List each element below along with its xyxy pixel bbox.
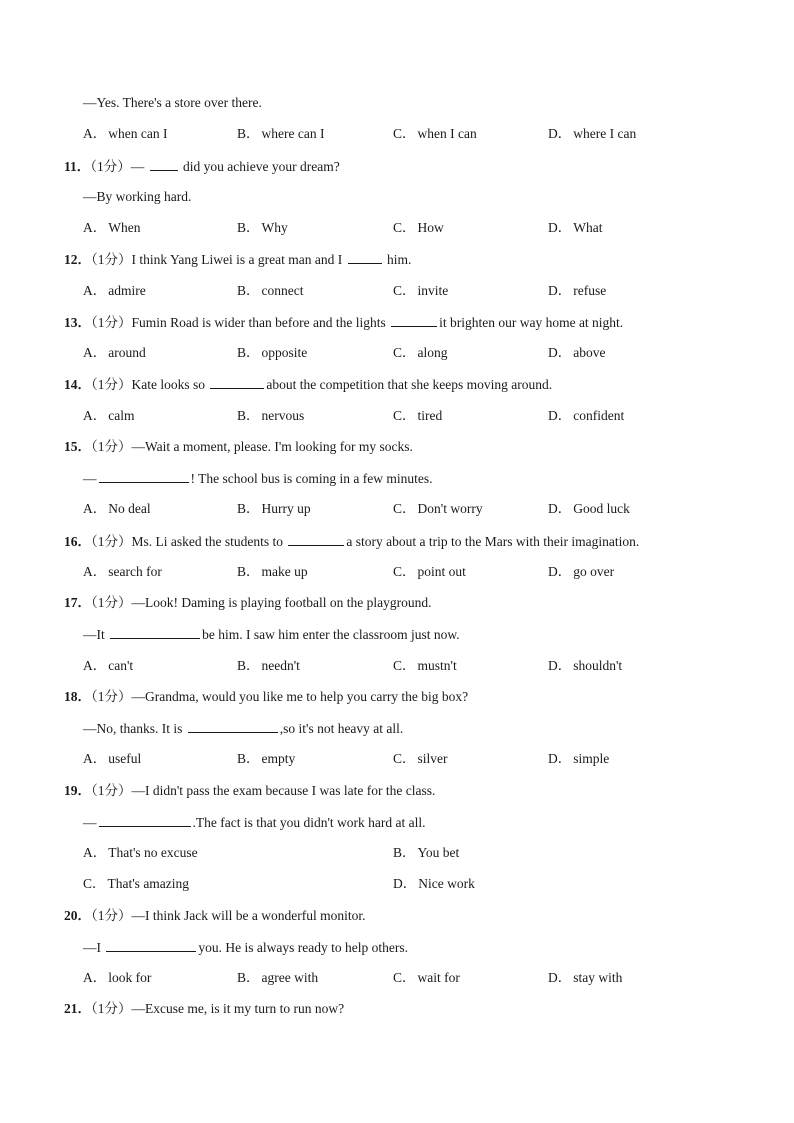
answer-blank	[348, 249, 382, 264]
reply-text: —Yes. There's a store over there.	[83, 95, 262, 110]
question-number: 13．	[64, 314, 91, 330]
question-text: I think Yang Liwei is a great man and I	[131, 252, 346, 268]
question-score: （1分）	[91, 438, 132, 454]
option-b	[237, 218, 288, 238]
answer-blank	[110, 624, 200, 639]
answer-blank	[150, 156, 178, 171]
option-b	[237, 343, 307, 363]
question-text: Ms. Li asked the students to	[131, 533, 287, 549]
option-letter: B．	[237, 751, 260, 767]
option-d	[548, 124, 636, 144]
options-row	[0, 562, 794, 582]
reply-text: —By working hard.	[83, 188, 192, 204]
reply-text: —	[83, 814, 97, 830]
option-letter: D．	[548, 563, 572, 579]
option-text: Hurry up	[261, 501, 311, 517]
question-score: （1分）	[91, 314, 132, 330]
option-text: can't	[108, 657, 134, 673]
option-letter: C．	[83, 876, 106, 892]
option-letter: C．	[393, 282, 416, 298]
question-stem	[0, 249, 794, 269]
question-text: about the competition that she keeps moving around.	[266, 377, 553, 393]
option-letter: B．	[237, 563, 260, 579]
option-text: go over	[573, 563, 615, 579]
option-c	[393, 406, 442, 426]
option-letter: A．	[83, 970, 107, 985]
question-stem	[0, 437, 794, 457]
option-text: needn't	[261, 657, 300, 673]
question-number: 21．	[64, 1001, 91, 1017]
option-b	[237, 499, 311, 519]
option-letter: B．	[237, 220, 260, 235]
reply-text: —No, thanks. It is	[83, 721, 186, 736]
option-letter: A．	[83, 657, 107, 673]
reply-text: be him. I saw him enter the classroom just now.	[202, 627, 460, 643]
options-row	[0, 749, 794, 769]
question-text: —Look! Daming is playing football on the playground.	[131, 595, 432, 610]
dialogue-reply	[0, 468, 794, 488]
question-score: （1分）	[90, 158, 131, 174]
option-letter: D．	[548, 345, 572, 360]
option-c	[393, 218, 444, 238]
option-a	[83, 124, 167, 144]
option-letter: A．	[83, 845, 107, 860]
question-text: —Excuse me, is it my turn to run now?	[131, 1001, 345, 1017]
question-stem	[0, 531, 794, 551]
option-text: wait for	[417, 970, 460, 985]
option-c	[393, 343, 448, 363]
option-b	[237, 406, 304, 426]
option-letter: A．	[83, 407, 107, 423]
option-c	[83, 874, 189, 894]
question-text: —Wait a moment, please. I'm looking for my socks.	[131, 438, 413, 454]
option-a	[83, 406, 135, 426]
question-text: him.	[383, 252, 412, 268]
option-a	[83, 656, 133, 676]
option-d	[548, 499, 630, 519]
option-text: shouldn't	[573, 657, 623, 673]
option-text: How	[417, 220, 444, 235]
option-d	[548, 281, 606, 301]
option-d	[548, 562, 614, 582]
option-b	[237, 656, 300, 676]
question-number: 14．	[64, 377, 91, 393]
option-c	[393, 124, 477, 144]
question-text: a story about a trip to the Mars with their imagination.	[346, 533, 640, 549]
option-b	[237, 124, 324, 144]
question-score: （1分）	[91, 533, 132, 549]
option-text: calm	[108, 407, 135, 423]
option-text: No deal	[108, 501, 151, 517]
option-c	[393, 968, 460, 988]
options-row	[0, 968, 794, 988]
dialogue-reply	[0, 624, 794, 644]
option-letter: A．	[83, 126, 107, 142]
options-row	[0, 218, 794, 238]
option-letter: A．	[83, 282, 107, 298]
option-d	[548, 406, 624, 426]
question-stem	[0, 156, 794, 176]
option-text: refuse	[573, 282, 607, 298]
option-text: Don't worry	[417, 501, 483, 517]
option-text: stay with	[573, 970, 623, 985]
option-b	[237, 968, 318, 988]
question-text: Fumin Road is wider than before and the lights	[131, 314, 390, 330]
option-a	[83, 343, 146, 363]
option-a	[83, 562, 162, 582]
option-letter: D．	[548, 220, 572, 235]
option-letter: C．	[393, 220, 416, 235]
option-a	[83, 968, 151, 988]
option-text: What	[573, 220, 603, 235]
option-text: invite	[417, 282, 449, 298]
option-text: You bet	[417, 845, 460, 860]
question-score: （1分）	[91, 1001, 132, 1017]
option-c	[393, 749, 448, 769]
option-text: point out	[417, 563, 466, 579]
answer-blank	[210, 374, 264, 389]
option-letter: B．	[237, 282, 260, 298]
question-stem	[0, 687, 794, 707]
option-letter: A．	[83, 345, 107, 360]
option-letter: C．	[393, 751, 416, 767]
option-text: silver	[417, 751, 448, 767]
dialogue-reply	[0, 718, 794, 738]
option-c	[393, 499, 483, 519]
option-text: make up	[261, 563, 308, 579]
option-c	[393, 656, 457, 676]
reply-text: you. He is always ready to help others.	[198, 939, 408, 955]
option-text: That's amazing	[107, 876, 190, 892]
option-letter: A．	[83, 563, 107, 579]
question-number: 18．	[64, 688, 91, 704]
option-text: Nice work	[418, 876, 475, 892]
option-letter: B．	[237, 407, 260, 423]
option-text: mustn't	[417, 657, 457, 673]
question-text: —	[130, 158, 148, 174]
option-letter: B．	[237, 657, 260, 673]
option-b	[237, 281, 304, 301]
option-letter: C．	[393, 407, 416, 423]
question-score: （1分）	[91, 688, 132, 704]
question-score: （1分）	[91, 252, 132, 268]
answer-blank	[391, 312, 437, 327]
option-letter: D．	[548, 657, 572, 673]
option-text: tired	[417, 407, 443, 423]
option-letter: B．	[237, 126, 260, 142]
option-b	[393, 843, 459, 863]
option-letter: D．	[548, 126, 572, 142]
options-row	[0, 406, 794, 426]
option-text: opposite	[261, 345, 308, 360]
question-text: —I didn't pass the exam because I was late for the class.	[131, 782, 436, 798]
question-number: 16．	[64, 533, 91, 549]
option-text: along	[417, 345, 448, 360]
option-letter: B．	[237, 345, 260, 360]
option-letter: D．	[548, 970, 572, 985]
question-stem	[0, 781, 794, 801]
reply-text: —It	[83, 627, 109, 643]
question-stem	[0, 906, 794, 926]
question-stem	[0, 593, 794, 613]
question-text: Kate looks so	[131, 377, 209, 393]
option-letter: D．	[548, 501, 572, 517]
option-a	[83, 499, 151, 519]
options-row	[0, 656, 794, 676]
option-text: When	[108, 220, 141, 235]
option-text: confident	[573, 407, 625, 423]
question-score: （1分）	[91, 595, 132, 610]
options-row	[0, 499, 794, 519]
option-letter: A．	[83, 501, 107, 517]
option-letter: C．	[393, 657, 416, 673]
option-letter: D．	[393, 876, 417, 892]
option-letter: C．	[393, 563, 416, 579]
dialogue-reply	[0, 93, 794, 113]
option-letter: B．	[237, 501, 260, 517]
option-letter: A．	[83, 751, 107, 767]
option-text: That's no excuse	[108, 845, 198, 860]
option-text: around	[108, 345, 146, 360]
option-c	[393, 281, 448, 301]
option-text: simple	[573, 751, 610, 767]
option-text: search for	[108, 563, 162, 579]
option-letter: B．	[393, 845, 416, 860]
option-text: look for	[108, 970, 152, 985]
option-text: Good luck	[573, 501, 630, 517]
options-row	[0, 124, 794, 144]
answer-blank	[99, 812, 191, 827]
reply-text: .The fact is that you didn't work hard at all.	[192, 814, 426, 830]
option-text: useful	[108, 751, 142, 767]
question-text: did you achieve your dream?	[179, 158, 340, 174]
option-text: above	[573, 345, 606, 360]
option-letter: D．	[548, 407, 572, 423]
question-stem	[0, 999, 794, 1019]
option-c	[393, 562, 466, 582]
options-row	[0, 843, 794, 863]
options-row	[0, 343, 794, 363]
answer-blank	[106, 937, 196, 952]
option-text: when I can	[417, 126, 477, 142]
question-score: （1分）	[91, 782, 132, 798]
answer-blank	[99, 468, 189, 483]
option-d	[548, 218, 603, 238]
question-stem	[0, 312, 794, 332]
question-stem	[0, 374, 794, 394]
option-d	[393, 874, 475, 894]
option-letter: C．	[393, 970, 416, 985]
option-a	[83, 749, 141, 769]
option-b	[237, 749, 295, 769]
question-text: it brighten our way home at night.	[439, 314, 624, 330]
option-a	[83, 218, 140, 238]
option-letter: C．	[393, 501, 416, 517]
option-text: empty	[261, 751, 296, 767]
reply-text: —	[83, 471, 97, 486]
question-score: （1分）	[91, 377, 132, 393]
option-text: agree with	[261, 970, 319, 985]
option-d	[548, 343, 605, 363]
reply-text: ,so it's not heavy at all.	[279, 721, 404, 736]
question-number: 11．	[64, 158, 91, 174]
dialogue-reply	[0, 937, 794, 957]
question-number: 12．	[64, 252, 91, 268]
reply-text: —I	[83, 939, 105, 955]
question-number: 17．	[64, 595, 91, 610]
option-letter: B．	[237, 970, 260, 985]
option-letter: C．	[393, 345, 416, 360]
question-text: —Grandma, would you like me to help you carry the big box?	[131, 688, 469, 704]
options-row	[0, 281, 794, 301]
options-row	[0, 874, 794, 894]
option-text: where I can	[573, 126, 637, 142]
option-text: connect	[261, 282, 304, 298]
option-letter: D．	[548, 282, 572, 298]
option-text: admire	[108, 282, 146, 298]
option-text: where can I	[261, 126, 325, 142]
option-a	[83, 843, 198, 863]
option-b	[237, 562, 308, 582]
option-text: nervous	[261, 407, 305, 423]
question-number: 15．	[64, 438, 91, 454]
answer-blank	[288, 531, 344, 546]
reply-text: ! The school bus is coming in a few minutes.	[190, 471, 433, 486]
option-d	[548, 749, 609, 769]
option-letter: A．	[83, 220, 107, 235]
question-number: 20．	[64, 907, 91, 923]
option-letter: D．	[548, 751, 572, 767]
question-text: —I think Jack will be a wonderful monitor.	[131, 907, 366, 923]
question-number: 19．	[64, 782, 91, 798]
dialogue-reply	[0, 812, 794, 832]
answer-blank	[188, 718, 278, 733]
option-d	[548, 968, 622, 988]
option-d	[548, 656, 622, 676]
question-score: （1分）	[91, 907, 132, 923]
option-letter: C．	[393, 126, 416, 142]
option-a	[83, 281, 146, 301]
option-text: when can I	[108, 126, 168, 142]
dialogue-reply	[0, 187, 794, 207]
option-text: Why	[261, 220, 288, 235]
